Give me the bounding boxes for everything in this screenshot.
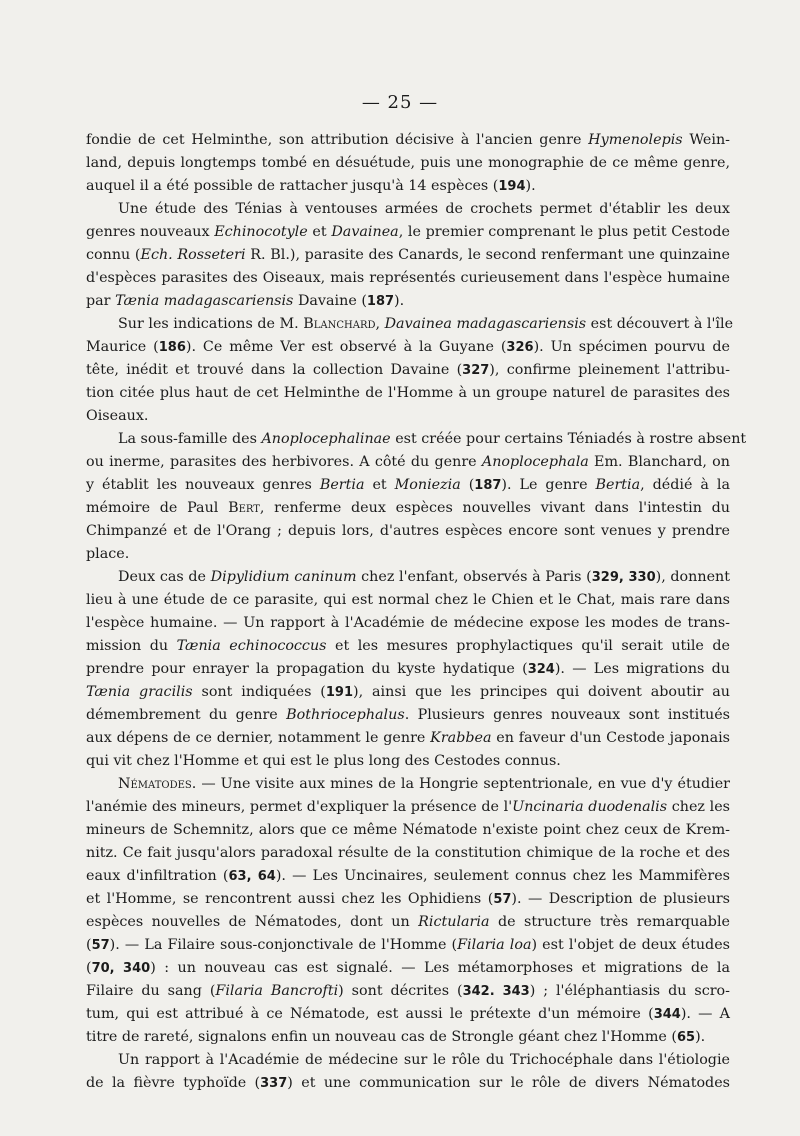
text-line <box>86 152 730 175</box>
reference-number: 57 <box>91 938 110 953</box>
text-run: La sous-famille des <box>118 431 262 447</box>
italic-term: Krabbea <box>430 730 492 746</box>
text-line <box>86 957 730 980</box>
italic-term: Uncinaria duodenalis <box>512 799 668 815</box>
italic-term: Tænia echinococcus <box>176 638 327 654</box>
text-run: tum, qui est attribué à ce Nématode, est aussi le prétexte d'un mémoire ( <box>86 1006 654 1022</box>
reference-number: 191 <box>325 685 354 700</box>
text-line <box>86 635 730 658</box>
text-run: auquel il a été possible de rattacher jusqu'à 14 espèces ( <box>86 178 499 194</box>
reference-number: 342. 343 <box>462 984 530 999</box>
text-run: tion citée plus haut de cet Helminthe de l'Homme à un groupe naturel de parasites des <box>86 385 730 401</box>
document-body <box>86 129 747 1095</box>
text-line <box>86 1049 730 1072</box>
paragraph <box>86 129 730 198</box>
text-line <box>86 773 730 796</box>
italic-term: Tænia madagascariensis <box>115 293 294 309</box>
text-line <box>86 911 730 934</box>
paragraph <box>86 773 730 1049</box>
text-run: mémoire de Paul <box>86 500 229 516</box>
italic-term: Bothriocephalus <box>286 707 405 723</box>
text-run: chez l'enfant, observés à Paris ( <box>356 569 592 585</box>
text-run: est créée pour certains Téniadés à rostre absent <box>390 431 747 447</box>
text-run: land, depuis longtemps tombé en désuétude, puis une monographie de ce même genre, <box>86 155 730 171</box>
reference-number: 187 <box>474 478 502 493</box>
text-run: place. <box>86 546 130 562</box>
text-run: . — Une visite aux mines de la Hongrie septentrionale, en vue d'y étudier <box>191 776 730 792</box>
reference-number: 187 <box>366 294 395 309</box>
reference-number: 65 <box>676 1030 696 1045</box>
text-run: lieu à une étude de ce parasite, qui est normal chez le Chien et le Chat, mais rare dans <box>86 592 730 608</box>
paragraph <box>86 198 730 313</box>
paragraph <box>86 1049 730 1095</box>
text-run: démembrement du genre <box>86 707 287 723</box>
text-run: Une étude des Ténias à ventouses armées de crochets permet d'établir les deux <box>118 201 730 217</box>
text-run: Em. Blanchard, on <box>588 454 730 470</box>
text-run: , dédié à la <box>640 477 730 493</box>
text-run: prendre pour enrayer la propagation du kyste hydatique ( <box>86 661 528 677</box>
text-line <box>86 244 730 267</box>
text-run: ). <box>394 293 405 309</box>
italic-term: Dipylidium caninum <box>210 569 357 585</box>
text-run: en faveur d'un Cestode japonais <box>491 730 731 746</box>
text-run: sont indiquées ( <box>192 684 326 700</box>
reference-number: 57 <box>493 892 512 907</box>
text-line <box>86 658 730 681</box>
text-run: Deux cas de <box>118 569 211 585</box>
text-run: ). — A <box>680 1006 730 1022</box>
text-run: Davaine ( <box>293 293 367 309</box>
text-run: ). Le genre <box>501 477 596 493</box>
text-line <box>86 934 730 957</box>
text-run: ). — Description de plusieurs <box>511 891 730 907</box>
text-line <box>86 313 734 336</box>
text-line <box>86 497 730 520</box>
text-line <box>86 129 730 152</box>
text-line <box>86 980 730 1003</box>
text-run: ), confirme pleinement l'attribu- <box>489 362 730 378</box>
text-line <box>86 865 730 888</box>
italic-term: Filaria Bancrofti <box>215 983 339 999</box>
text-run: ). <box>695 1029 706 1045</box>
text-run: ). — Les migrations du <box>554 661 730 677</box>
paragraph <box>86 566 730 773</box>
text-line <box>86 842 730 865</box>
reference-number: 186 <box>158 340 186 355</box>
text-run: eaux d'infiltration ( <box>86 868 229 884</box>
reference-number: 337 <box>260 1076 288 1091</box>
reference-number: 326 <box>506 340 534 355</box>
text-run: par <box>86 293 116 309</box>
text-line <box>86 359 730 382</box>
text-run: Maurice ( <box>86 339 159 355</box>
text-line <box>86 290 730 313</box>
text-run: Un rapport à l'Académie de médecine sur le rôle du Trichocéphale dans l'étiologie <box>118 1052 730 1068</box>
text-run: l'anémie des mineurs, permet d'expliquer la présence de l' <box>86 799 513 815</box>
text-run: Wein- <box>682 132 730 148</box>
italic-term: Ech. Rosseteri <box>140 247 246 263</box>
italic-term: Filaria loa <box>457 937 532 953</box>
italic-term: Hymenolepis <box>588 132 683 148</box>
text-line <box>86 566 730 589</box>
text-run: ( <box>460 477 475 493</box>
text-run: ). — Les Uncinaires, seulement connus chez les Mammifères <box>275 868 730 884</box>
italic-term: Tænia gracilis <box>86 684 193 700</box>
text-run: R. Bl.), parasite des Canards, le second renfermant une quinzaine <box>245 247 730 263</box>
text-run: ( <box>86 960 92 976</box>
small-caps-name: Nématodes <box>118 776 192 792</box>
text-run: ). — La Filaire sous-conjonctivale de l'Homme ( <box>109 937 458 953</box>
italic-term: Bertia <box>319 477 365 493</box>
text-run: connu ( <box>86 247 141 263</box>
text-run: l'espèce humaine. — Un rapport à l'Académie de médecine expose les modes de trans- <box>86 615 730 631</box>
reference-number: 63, 64 <box>228 869 276 884</box>
text-line <box>86 888 730 911</box>
text-run: ). Ce même Ver est observé à la Guyane ( <box>185 339 507 355</box>
italic-term: Bertia <box>595 477 641 493</box>
small-caps-name: Blanchard <box>303 316 376 332</box>
text-run: ) est l'objet de deux études <box>531 937 730 953</box>
text-line <box>86 750 730 773</box>
text-line <box>86 727 730 750</box>
text-line <box>86 1026 730 1049</box>
text-run: mineurs de Schemnitz, alors que ce même Nématode n'existe point chez ceux de Krem- <box>86 822 730 838</box>
text-run: titre de rareté, signalons enfin un nouveau cas de Strongle géant chez l'Homme ( <box>86 1029 677 1045</box>
text-run: et les mesures prophylactiques qu'il serait utile de <box>326 638 731 654</box>
paragraph <box>86 428 747 566</box>
text-line <box>86 543 730 566</box>
text-line <box>86 796 730 819</box>
italic-term: Rictularia <box>418 914 490 930</box>
text-run: de la fièvre typhoïde ( <box>86 1075 261 1091</box>
text-run: est découvert à l'île <box>586 316 734 332</box>
text-line <box>86 589 730 612</box>
text-run: ) : un nouveau cas est signalé. — Les métamorphoses et migrations de la <box>150 960 730 976</box>
text-line <box>86 681 730 704</box>
text-run: . Plusieurs genres nouveaux sont institués <box>404 707 730 723</box>
text-line <box>86 1003 730 1026</box>
text-run: espèces nouvelles de Nématodes, dont un <box>86 914 419 930</box>
text-line <box>86 382 730 405</box>
text-line <box>86 704 730 727</box>
text-run: ) ; l'éléphantiasis du scro- <box>529 983 730 999</box>
reference-number: 194 <box>498 179 526 194</box>
italic-term: Echinocotyle <box>214 224 308 240</box>
text-line <box>86 221 730 244</box>
text-line <box>86 474 730 497</box>
text-run: ) sont décrites ( <box>338 983 463 999</box>
text-line <box>86 520 730 543</box>
text-line <box>86 175 730 198</box>
italic-term: Anoplocephala <box>481 454 589 470</box>
text-run: ou inerme, parasites des herbivores. A côté du genre <box>86 454 482 470</box>
italic-term: Moniezia <box>394 477 461 493</box>
italic-term: Davainea madagascariensis <box>384 316 587 332</box>
text-run: genres nouveaux <box>86 224 215 240</box>
text-line <box>86 451 730 474</box>
text-run: ( <box>86 937 92 953</box>
reference-number: 329, 330 <box>591 570 656 585</box>
text-run: , <box>375 316 385 332</box>
text-run: et <box>364 477 395 493</box>
text-run: et <box>307 224 332 240</box>
text-run: ), donnent <box>655 569 730 585</box>
reference-number: 327 <box>462 363 490 378</box>
text-line <box>86 198 730 221</box>
page-number: — 25 — <box>361 92 439 113</box>
text-line <box>86 428 747 451</box>
small-caps-name: Bert <box>228 500 260 516</box>
text-run: tête, inédit et trouvé dans la collection Davaine ( <box>86 362 463 378</box>
text-run: mission du <box>86 638 177 654</box>
text-run: ), ainsi que les principes qui doivent aboutir au <box>353 684 731 700</box>
reference-number: 324 <box>527 662 555 677</box>
text-line <box>86 267 730 290</box>
text-line <box>86 612 730 635</box>
text-run: ) et une communication sur le rôle de divers Nématodes <box>287 1075 730 1091</box>
italic-term: Anoplocephalinae <box>261 431 391 447</box>
text-line <box>86 405 730 428</box>
text-run: Oiseaux. <box>86 408 149 424</box>
text-run: Filaire du sang ( <box>86 983 216 999</box>
text-run: ). <box>525 178 536 194</box>
text-run: qui vit chez l'Homme et qui est le plus long des Cestodes connus. <box>86 753 561 769</box>
text-run: fondie de cet Helminthe, son attribution décisive à l'ancien genre <box>86 132 589 148</box>
text-line <box>86 336 730 359</box>
italic-term: Davainea <box>331 224 399 240</box>
text-run: nitz. Ce fait jusqu'alors paradoxal résulte de la constitution chimique de la roche et des <box>86 845 730 861</box>
text-line <box>86 1072 730 1095</box>
text-run: aux dépens de ce dernier, notamment le genre <box>86 730 431 746</box>
text-run: ). Un spécimen pourvu de <box>533 339 730 355</box>
text-run: y établit les nouveaux genres <box>86 477 320 493</box>
text-line <box>86 819 730 842</box>
text-run: de structure très remarquable <box>489 914 730 930</box>
text-run: Chimpanzé et de l'Orang ; depuis lors, d'autres espèces encore sont venues y prendre <box>86 523 730 539</box>
paragraph <box>86 313 734 428</box>
text-run: chez les <box>667 799 730 815</box>
text-run: , le premier comprenant le plus petit Cestode <box>398 224 730 240</box>
text-run: d'espèces parasites des Oiseaux, mais représentés curieusement dans l'espèce humaine <box>86 270 730 286</box>
text-run: Sur les indications de M. <box>118 316 304 332</box>
text-run: et l'Homme, se rencontrent aussi chez les Ophidiens ( <box>86 891 494 907</box>
reference-number: 70, 340 <box>91 961 151 976</box>
reference-number: 344 <box>653 1007 681 1022</box>
text-run: , renferme deux espèces nouvelles vivant dans l'intestin du <box>259 500 730 516</box>
